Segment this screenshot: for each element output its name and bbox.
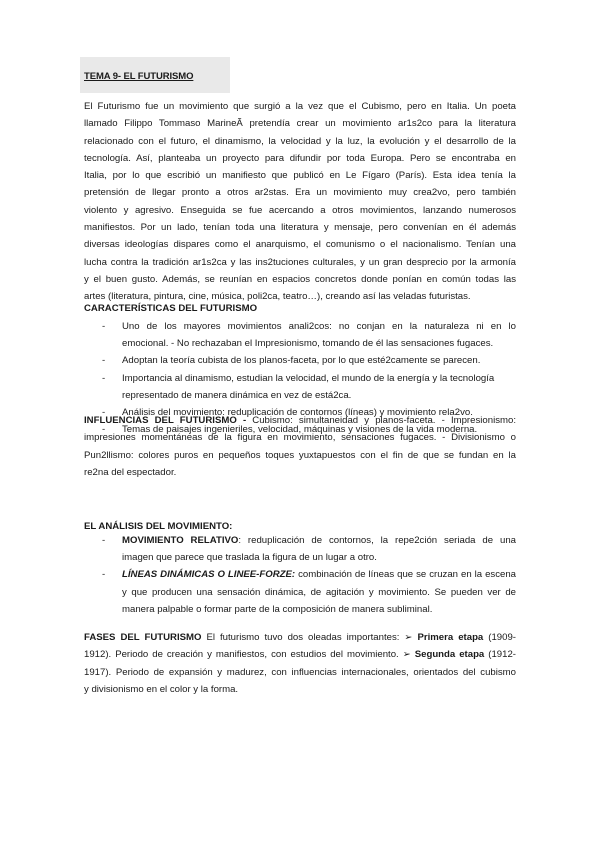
caracteristicas-heading: CARACTERÍSTICAS DEL FUTURISMO — [84, 303, 258, 314]
term-label: MOVIMIENTO RELATIVO — [122, 535, 239, 546]
analisis-list — [84, 532, 516, 618]
item-line: Importancia al dinamismo, estudian la velocidad, el mundo de la energía y la tecnología — [122, 372, 495, 384]
list-item — [84, 318, 516, 352]
fases-line: 1912). Periodo de creación y manifiestos, con estudios del movimiento. ➢ Segunda etapa (1912- — [84, 649, 516, 661]
list-item — [84, 352, 516, 369]
influencias-text: Cubismo: simultaneidad y planos-faceta. - Impresionismo: — [246, 415, 516, 426]
item-line: Adoptan la teoría cubista de los planos-faceta, por lo que esté2camente se parecen. — [122, 355, 481, 367]
list-item — [84, 370, 516, 404]
list-item — [84, 566, 516, 618]
intro-line: Italia, por lo que escribió un manifiesto que publicó en Le Fígaro (París). Esta idea tenía la — [84, 170, 516, 182]
item-line: Análisis del movimiento: reduplicación de contornos (líneas) y movimiento rela2vo. — [122, 407, 473, 419]
influencias-line — [84, 412, 516, 429]
list-item — [84, 532, 516, 566]
intro-line: El Futurismo fue un movimiento que surgió a la vez que el Cubismo, pero en Italia. Un poeta — [84, 101, 516, 112]
fases-paragraph — [84, 629, 516, 698]
influencias-heading: INFLUENCIAS DEL FUTURISMO - — [84, 415, 247, 426]
influencias-paragraph — [84, 412, 516, 481]
fases-line: y divisionismo en el color y la forma. — [84, 683, 239, 695]
item-line: Uno de los mayores movimientos anali2cos: no conjan en la naturaleza ni en lo — [122, 321, 516, 332]
intro-line: lucha contra la tradición ar1s2ca y las ins2tuciones culturales, y un gran desprecio por la armonía — [84, 256, 516, 268]
dash-bullet: - — [102, 535, 106, 546]
item-line: Temas de paisajes ingenieriles, velocidad, máquinas y visiones de la vida moderna. — [122, 424, 478, 436]
influencias-line: impresiones momentáneas de la figura en movimiento, sensaciones fugaces. - Divisionismo o — [84, 432, 516, 444]
dash-bullet: - — [102, 569, 106, 581]
influencias-line: re2na del espectador. — [84, 466, 177, 478]
dash-bullet: - — [102, 407, 106, 419]
fases-line: FASES DEL FUTURISMO El futurismo tuvo dos oleadas importantes: ➢ Primera etapa (1909- — [84, 632, 516, 643]
fases-line: 1917). Periodo de expansión y madurez, con influencias internacionales, orientados del cubismo — [84, 666, 516, 678]
item-line: MOVIMIENTO RELATIVO: reduplicación de contornos, la repe2ción seriada de una — [122, 535, 516, 546]
intro-line: y el buen gusto. Además, se reunían en espacios concretos donde ponían en común todas las — [84, 273, 516, 285]
item-line: manera palpable o formar parte de la composición de manera subliminal. — [122, 603, 433, 615]
dash-bullet: - — [102, 372, 106, 384]
dash-bullet: - — [102, 424, 106, 436]
item-line: emocional. - No rechazaban el Impresionismo, tomando de él las sensaciones fugaces. — [122, 338, 494, 350]
dash-bullet: - — [102, 355, 106, 367]
item-line: imagen que parece que traslada la figura de un lugar a otro. — [122, 552, 377, 564]
intro-line: violento y agresivo. Enseguida se fue acercando a otros movimientos, lanzando numerosos — [84, 204, 516, 216]
fases-heading: FASES DEL FUTURISMO — [84, 632, 202, 643]
intro-paragraph — [84, 98, 516, 306]
intro-line: artes (literatura, pintura, cine, música, poli2ca, teatro…), creando así las veladas futuristas. — [84, 291, 471, 303]
item-line: LÍNEAS DINÁMICAS O LINEE-FORZE: combinación de líneas que se cruzan en la escena — [122, 569, 517, 581]
intro-line: relacionado con el futuro, el dinamismo, la velocidad y la luz, la evolución y el desarrollo de la — [84, 135, 516, 147]
influencias-line: Pun2llismo: colores puros en pequeños toques yuxtapuestos con el fin de que se fundan en la — [84, 449, 516, 461]
intro-line: tecnología. Así, planteaba un proyecto para difundir por toda Europa. Pero se encontraba en — [84, 152, 516, 164]
analisis-heading: EL ANÁLISIS DEL MOVIMIENTO: — [84, 521, 233, 532]
intro-line: llamado Filippo Tommaso MarineÃ pretendía crear un movimiento ar1s2co para la literatura — [84, 118, 516, 130]
term-label: LÍNEAS DINÁMICAS O LINEE-FORZE: — [122, 569, 296, 581]
dash-bullet: - — [102, 321, 106, 332]
intro-line: pretensión de llegar pronto a otros ar2stas. Era un movimiento muy crea2vo, pero también — [84, 187, 516, 199]
intro-line: diversas ideologías dispares como el anarquismo, el comunismo o el nacionalismo. Tenían una — [84, 239, 516, 251]
item-line: representado de manera dinámica en vez de está2ca. — [122, 389, 352, 401]
page-title: TEMA 9- EL FUTURISMO — [84, 71, 194, 82]
intro-line: manifiestos. Por un lado, tenían toda una literatura y mensaje, pero convenían en él además — [84, 222, 516, 234]
item-line: y que producen una sensación dinámica, de agitación y movimiento. Se pueden ver de — [122, 586, 516, 598]
